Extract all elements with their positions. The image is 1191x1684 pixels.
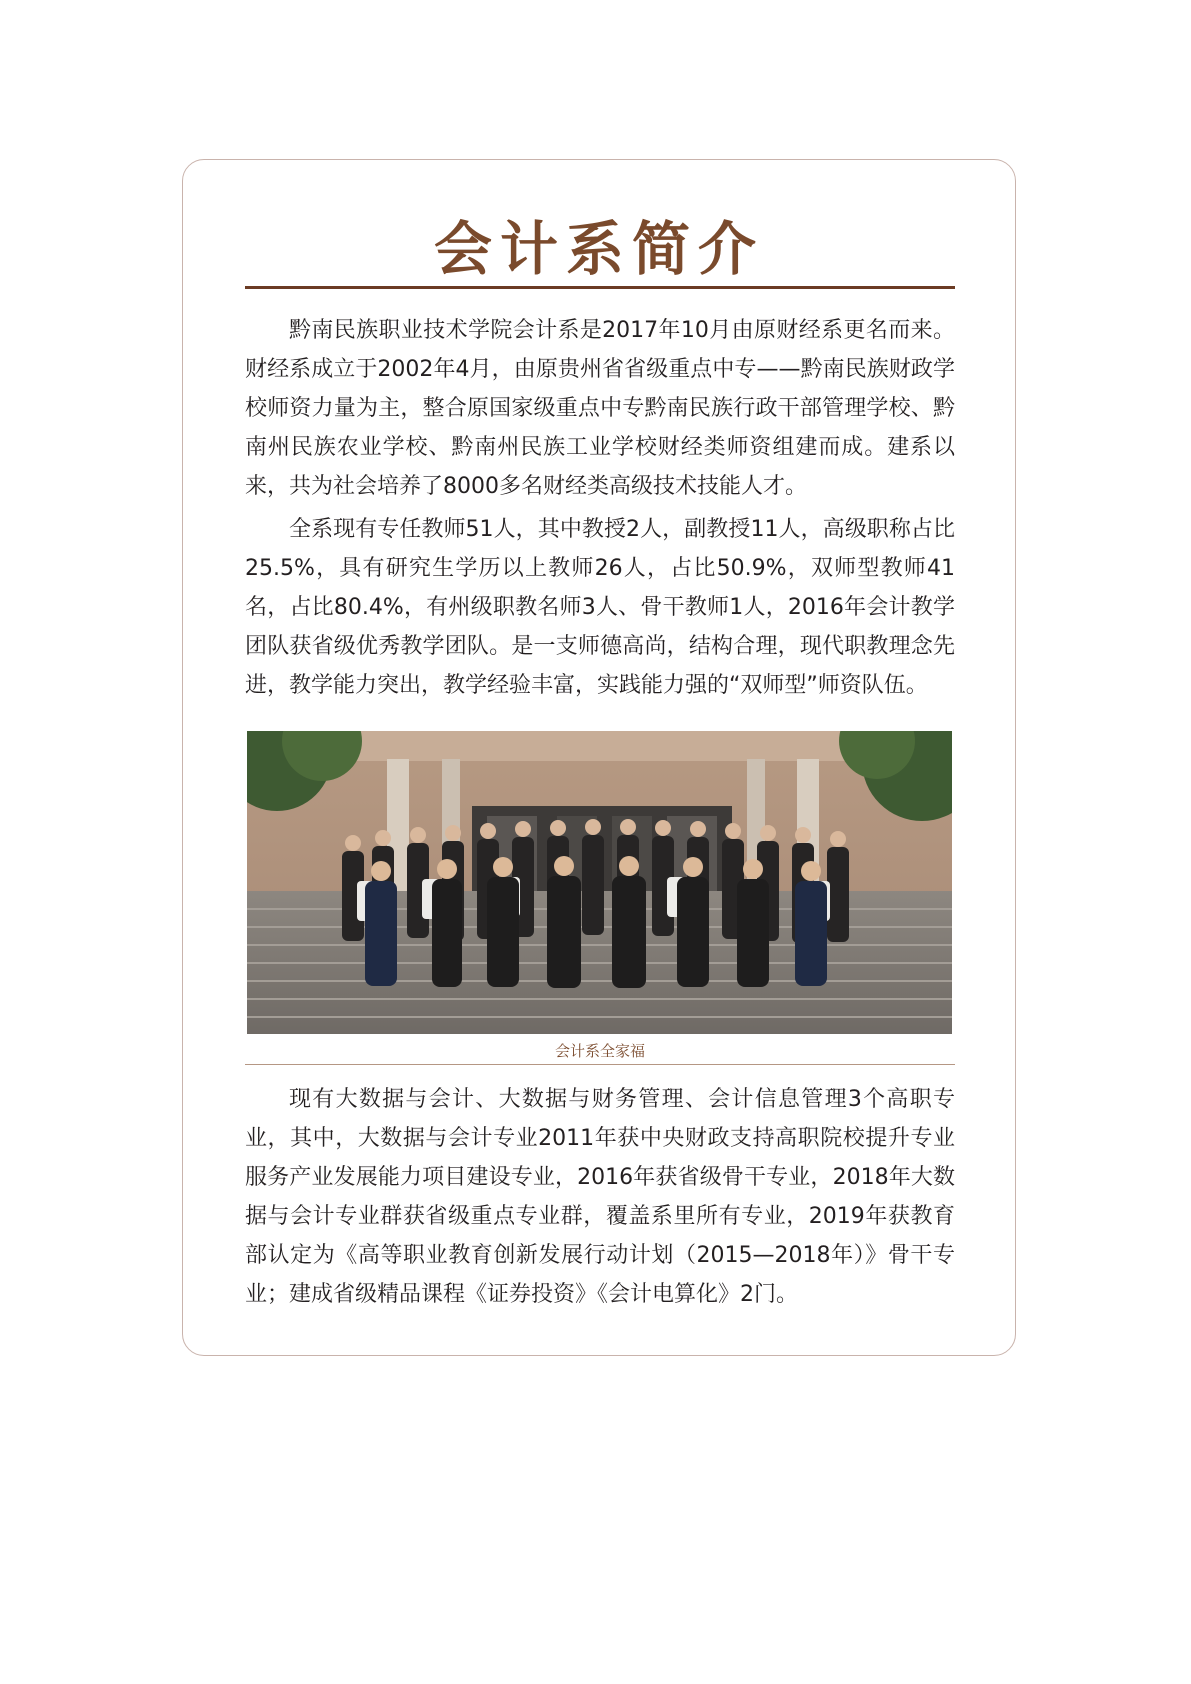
page-title: 会计系简介	[433, 215, 764, 283]
caption-underline	[245, 1064, 955, 1065]
paragraph-majors: 现有大数据与会计、大数据与财务管理、会计信息管理3个高职专业，其中，大数据与会计专业2011年获中央财政支持高职院校提升专业服务产业发展能力项目建设专业，2016年获省级骨干专业，2018年大数据与会计专业群获省级重点专业群，覆盖系里所有专业，2019年获教育部认定为《高等职业教育创新发展行动计划（2015—2018年）》骨干专业；建成省级精品课程《证券投资》《会计电算化》2门。	[245, 1087, 955, 1307]
intro-card	[182, 159, 1016, 1356]
paragraph-history: 黔南民族职业技术学院会计系是2017年10月由原财经系更名而来。财经系成立于2002年4月，由原贵州省省级重点中专——黔南民族财政学校师资力量为主，整合原国家级重点中专黔南民族行政干部管理学校、黔南州民族农业学校、黔南州民族工业学校财经类师资组建而成。建系以来，共为社会培养了8000多名财经类高级技术技能人才。	[245, 318, 955, 499]
paragraph-faculty: 全系现有专任教师51人，其中教授2人，副教授11人，高级职称占比25.5%，具有研究生学历以上教师26人，占比50.9%，双师型教师41名，占比80.4%，有州级职教名师3人、骨干教师1人，2016年会计教学团队获省级优秀教学团队。是一支师德高尚，结构合理，现代职教理念先进，教学能力突出，教学经验丰富，实践能力强的“双师型”师资队伍。	[245, 517, 955, 698]
photo-caption: 会计系全家福	[554, 1042, 645, 1060]
title-underline	[245, 286, 955, 289]
group-photo	[247, 731, 952, 1034]
